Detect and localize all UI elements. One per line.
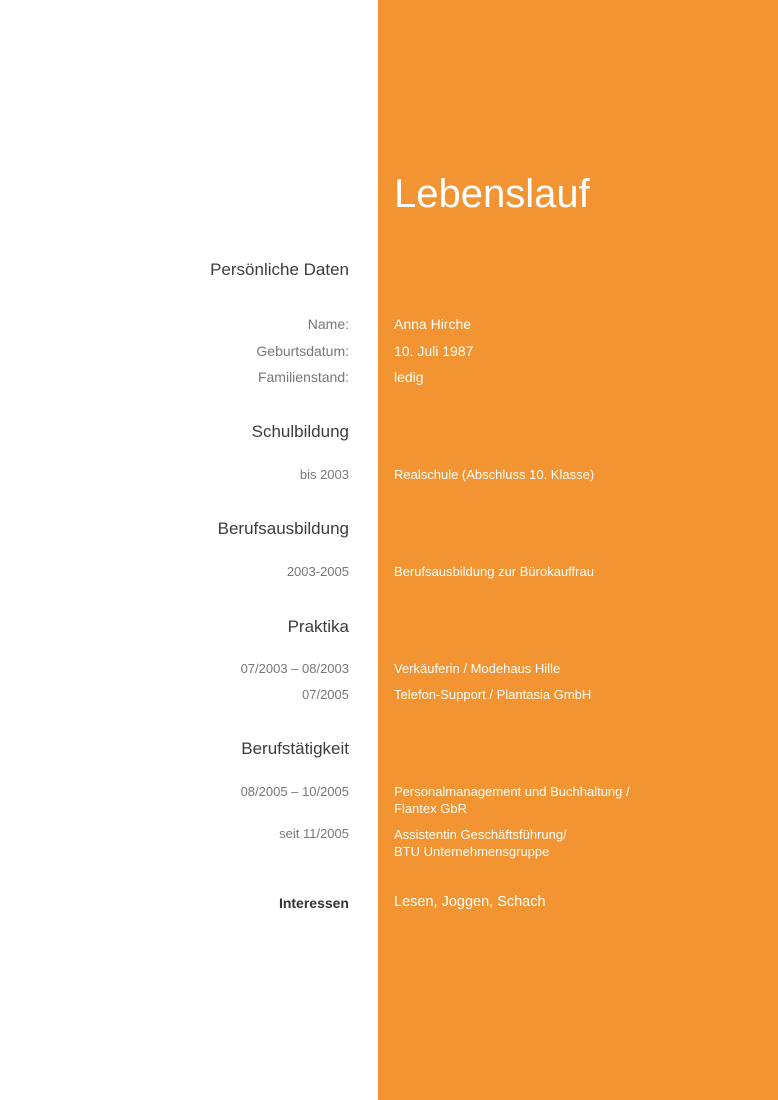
name-label: Name:	[307, 316, 349, 332]
school-period: bis 2003	[299, 467, 349, 482]
birthdate-value: 10. Juli 1987	[394, 343, 474, 359]
internship-period-1: 07/2003 – 08/2003	[240, 661, 349, 676]
personal-data-heading: Persönliche Daten	[210, 260, 349, 279]
employment-line2-2: BTU Unternehmensgruppe	[394, 844, 550, 859]
training-period: 2003-2005	[286, 564, 349, 579]
internship-description-1: Verkäuferin / Modehaus Hille	[394, 661, 561, 676]
internships-heading: Praktika	[287, 617, 349, 636]
employment-period-2: seit 11/2005	[279, 826, 349, 841]
training-description: Berufsausbildung zur Bürokauffrau	[394, 564, 594, 579]
employment-period-1: 08/2005 – 10/2005	[240, 784, 349, 799]
orange-background-panel	[378, 0, 778, 1100]
employment-heading: Berufstätigkeit	[241, 739, 349, 758]
school-description: Realschule (Abschluss 10. Klasse)	[394, 467, 595, 482]
internship-period-2: 07/2005	[302, 687, 349, 702]
marital-status-label: Familienstand:	[257, 369, 349, 385]
interests-value: Lesen, Joggen, Schach	[394, 894, 546, 910]
marital-status-value: ledig	[394, 369, 424, 385]
employment-line1-2: Assistentin Geschäftsführung/	[394, 827, 567, 842]
school-heading: Schulbildung	[251, 422, 349, 441]
page-title: Lebenslauf	[394, 172, 590, 216]
internship-description-2: Telefon-Support / Plantasia GmbH	[394, 687, 592, 702]
name-value: Anna Hirche	[394, 316, 472, 332]
employment-line1-1: Personalmanagement und Buchhaltung /	[394, 784, 630, 799]
birthdate-label: Geburtsdatum:	[256, 343, 349, 359]
employment-line2-1: Flantex GbR	[394, 801, 467, 816]
training-heading: Berufsausbildung	[217, 519, 349, 538]
interests-label: Interessen	[278, 895, 349, 911]
